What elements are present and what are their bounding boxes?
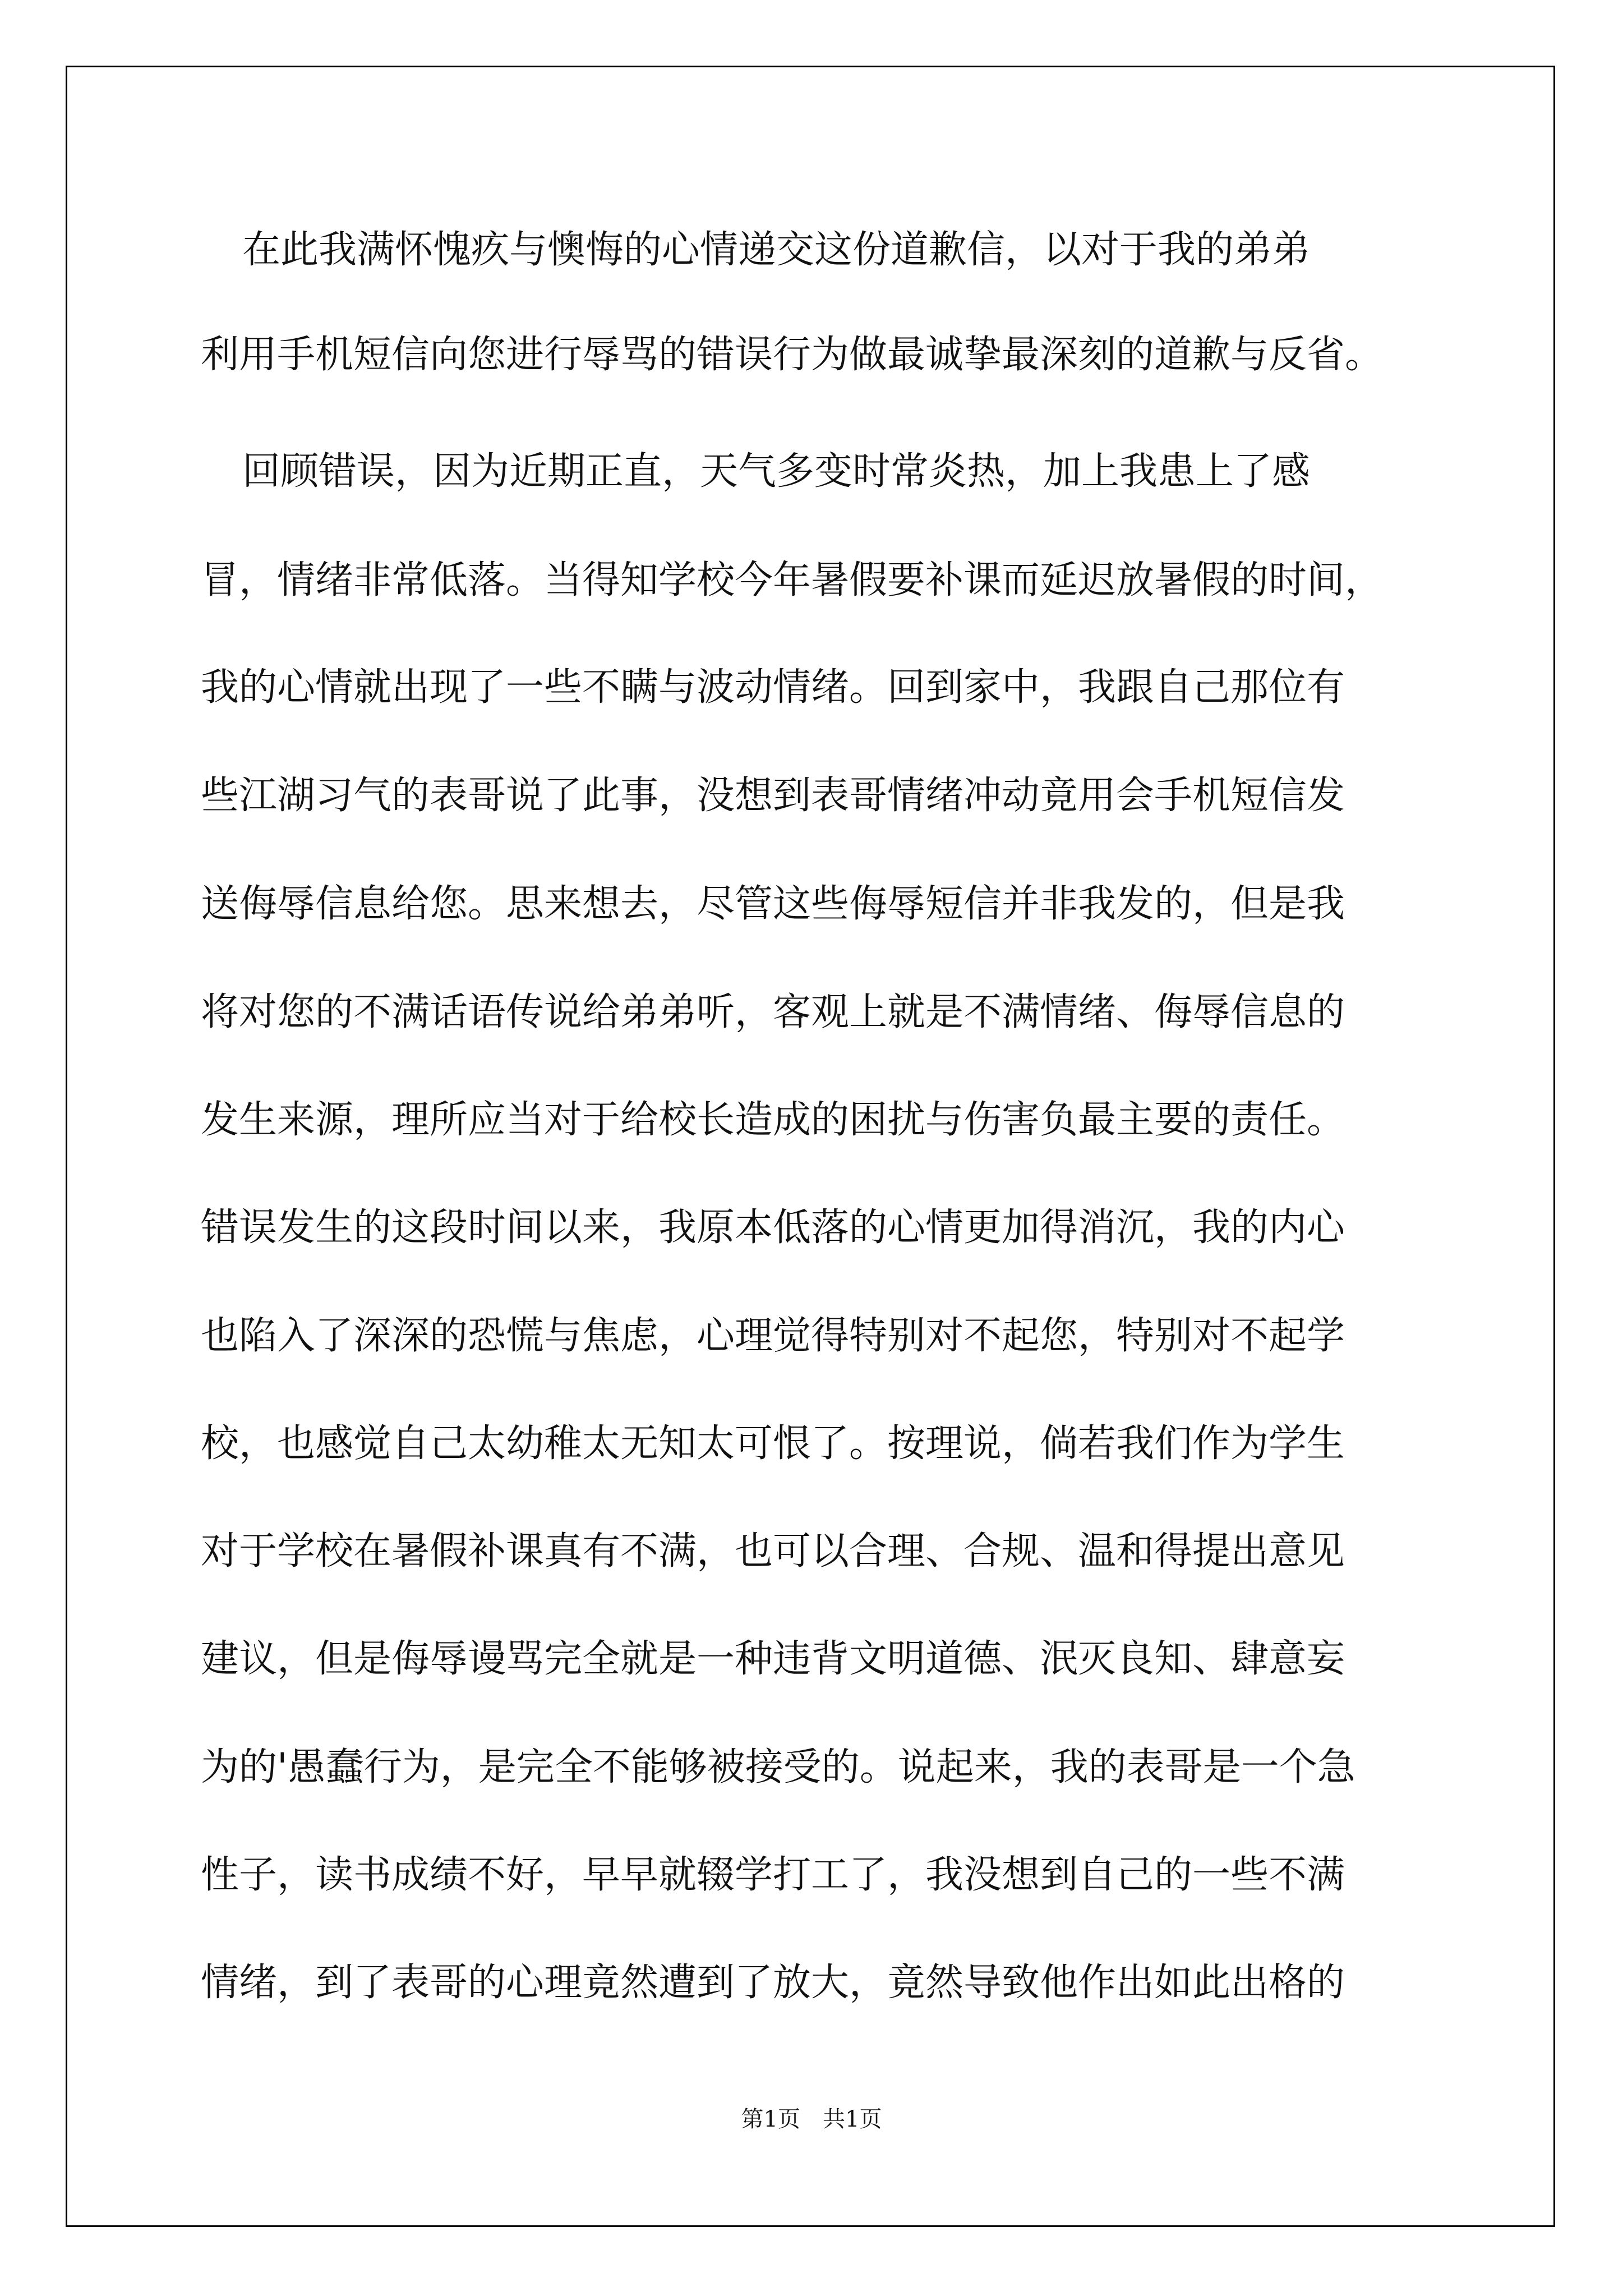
text-line-17: 情绪，到了表哥的心理竟然遭到了放大，竟然导致他作出如此出格的 [201, 1961, 1345, 2005]
text-line-2: 利用手机短信向您进行辱骂的错误行为做最诚挚最深刻的道歉与反省。 [201, 333, 1384, 377]
text-line-10: 错误发生的这段时间以来，我原本低落的心情更加得消沉，我的内心 [201, 1205, 1345, 1250]
text-line-9: 发生来源，理所应当对于给校长造成的困扰与伤害负最主要的责任。 [201, 1098, 1345, 1142]
text-line-12: 校，也感觉自己太幼稚太无知太可恨了。按理说，倘若我们作为学生 [201, 1421, 1345, 1466]
text-line-3: 回顾错误，因为近期正直，天气多变时常炎热，加上我患上了感 [242, 449, 1311, 494]
text-line-16: 性子，读书成绩不好，早早就辍学打工了，我没想到自己的一些不满 [201, 1853, 1345, 1897]
text-line-4: 冒，情绪非常低落。当得知学校今年暑假要补课而延迟放暑假的时间， [201, 558, 1384, 602]
text-line-14: 建议，但是侮辱谩骂完全就是一种违背文明道德、泯灭良知、肆意妄 [201, 1637, 1345, 1681]
text-line-6: 些江湖习气的表哥说了此事，没想到表哥情绪冲动竟用会手机短信发 [201, 774, 1345, 818]
text-line-7: 送侮辱信息给您。思来想去，尽管这些侮辱短信并非我发的，但是我 [201, 882, 1345, 926]
text-line-5: 我的心情就出现了一些不瞒与波动情绪。回到家中，我跟自己那位有 [201, 665, 1345, 710]
text-line-1: 在此我满怀愧疚与懊悔的心情递交这份道歉信，以对于我的弟弟 [242, 228, 1311, 272]
text-line-15: 为的'愚蠢行为，是完全不能够被接受的。说起来，我的表哥是一个急 [201, 1745, 1355, 1789]
text-line-8: 将对您的不满话语传说给弟弟听，客观上就是不满情绪、侮辱信息的 [201, 990, 1345, 1034]
page-number-footer: 第1页 共1页 [741, 2106, 882, 2132]
text-line-13: 对于学校在暑假补课真有不满，也可以合理、合规、温和得提出意见 [201, 1529, 1345, 1573]
page-border [66, 66, 1555, 2227]
text-line-11: 也陷入了深深的恐慌与焦虑，心理觉得特别对不起您，特别对不起学 [201, 1314, 1345, 1358]
